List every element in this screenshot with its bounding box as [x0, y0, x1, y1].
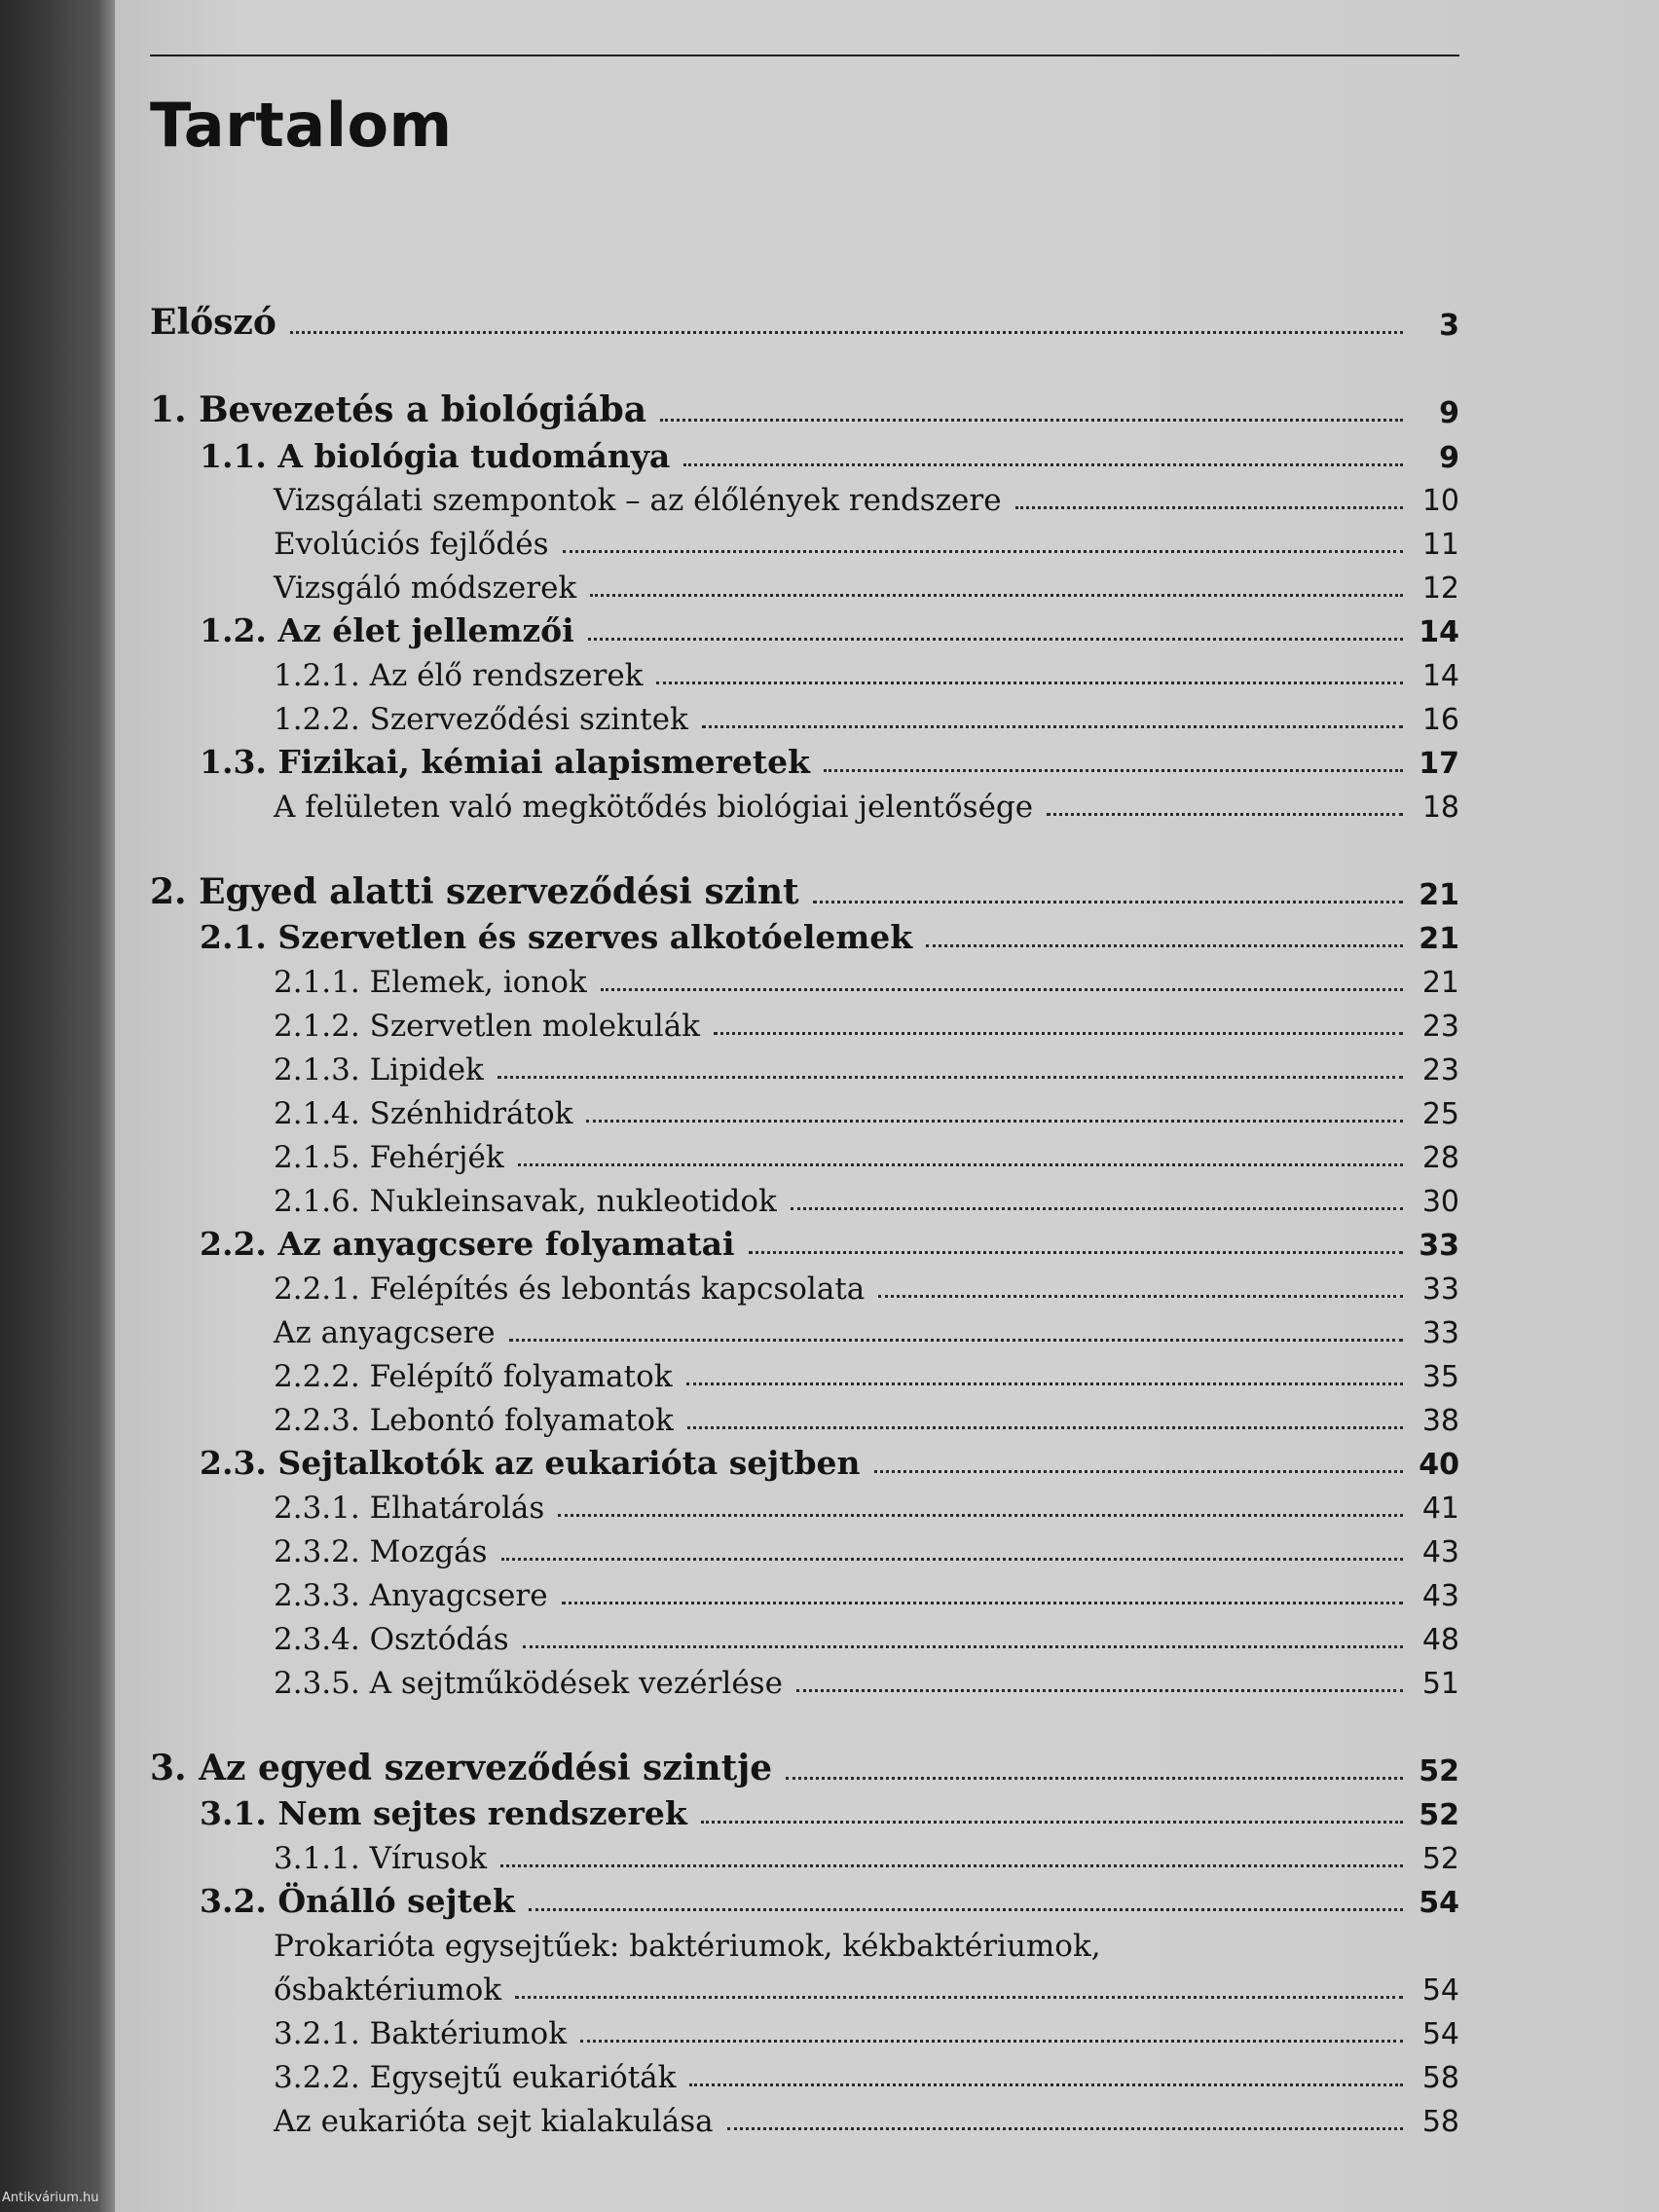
toc-entry-title: 2.2.3. Lebontó folyamatok [274, 1403, 674, 1438]
toc-entry-title: 3.1. Nem sejtes rendszerek [200, 1794, 687, 1832]
toc-entry [274, 1837, 1459, 1876]
toc-entry-page-number: 23 [1421, 1010, 1459, 1044]
dot-leader [563, 550, 1404, 553]
toc-entry [150, 391, 1459, 430]
toc-entry-title: Prokarióta egysejtűek: baktériumok, kékbaktériumok, [274, 1929, 1101, 1964]
toc-entry [150, 304, 1459, 343]
dot-leader [727, 2127, 1403, 2130]
toc-entry-title: 2.3.1. Elhatárolás [274, 1491, 545, 1526]
dot-leader [714, 1032, 1403, 1035]
toc-entry-title: 1.2. Az élet jellemzői [200, 611, 574, 649]
toc-entry-page-number: 41 [1421, 1492, 1459, 1526]
toc-entry [274, 1487, 1459, 1526]
toc-entry-title: 2.3. Sejtalkotók az eukarióta sejtben [200, 1444, 861, 1482]
dot-leader [1015, 506, 1403, 509]
dot-leader [562, 1602, 1403, 1604]
toc-entry-page-number: 33 [1419, 1229, 1459, 1263]
dot-leader [580, 2040, 1403, 2043]
toc-entry-title: 2.1.3. Lipidek [274, 1052, 484, 1088]
toc-entry [274, 1005, 1459, 1044]
dot-leader [590, 594, 1403, 597]
dot-leader [656, 682, 1403, 684]
toc-entry-page-number: 43 [1421, 1535, 1459, 1569]
book-spine-shadow [0, 0, 115, 2212]
toc-entry-page-number: 9 [1439, 441, 1459, 475]
toc-entry-title: 2.2.2. Felépítő folyamatok [274, 1359, 673, 1394]
toc-entry [274, 1574, 1459, 1613]
toc-entry-title: 1. Bevezetés a biológiába [150, 389, 647, 430]
dot-leader [878, 1295, 1403, 1298]
toc-entry [200, 742, 1459, 781]
toc-entry [200, 1881, 1459, 1920]
toc-entry [274, 654, 1459, 693]
toc-entry-title: Evolúciós fejlődés [274, 527, 549, 562]
toc-entry-title: 1.3. Fizikai, kémiai alapismeretek [200, 743, 810, 781]
toc-entry-title: 2.1.2. Szervetlen molekulák [274, 1009, 700, 1044]
toc-entry-page-number: 12 [1421, 571, 1459, 606]
toc-entry [274, 567, 1459, 606]
toc-entry-page-number: 10 [1421, 484, 1459, 518]
toc-entry [274, 1180, 1459, 1219]
dot-leader [683, 463, 1403, 466]
toc-entry [274, 1268, 1459, 1307]
toc-entry-title: 2. Egyed alatti szerveződési szint [150, 871, 799, 912]
toc-entry-page-number: 28 [1421, 1141, 1459, 1175]
toc-entry-page-number: 54 [1419, 1886, 1459, 1920]
toc-entry-page-number: 52 [1421, 1842, 1459, 1876]
toc-entry [200, 1793, 1459, 1832]
toc-entry-page-number: 38 [1421, 1404, 1459, 1438]
toc-entry [200, 917, 1459, 956]
dot-leader [518, 1163, 1403, 1166]
dot-leader [588, 638, 1403, 641]
toc-entry-page-number: 14 [1421, 659, 1459, 693]
toc-entry-title: Vizsgálati szempontok – az élőlények rendszere [274, 483, 1002, 518]
toc-entry [274, 523, 1459, 562]
toc-entry [274, 479, 1459, 518]
toc-entry-title: 2.3.2. Mozgás [274, 1534, 488, 1569]
toc-entry-title: 3.2. Önálló sejtek [200, 1882, 515, 1920]
toc-entry-title: Az eukarióta sejt kialakulása [274, 2104, 714, 2139]
dot-leader [660, 419, 1403, 422]
dot-leader [702, 725, 1403, 728]
dot-leader [498, 1076, 1403, 1079]
page-title: Tartalom [150, 90, 453, 161]
toc-entry-page-number: 58 [1421, 2105, 1459, 2139]
dot-leader [523, 1645, 1403, 1648]
toc-entry [274, 786, 1459, 825]
dot-leader [1047, 813, 1403, 816]
dot-leader [687, 1426, 1403, 1429]
toc-entry [200, 436, 1459, 475]
toc-entry-page-number: 9 [1439, 396, 1459, 430]
dot-leader [515, 1996, 1403, 1999]
toc-entry [274, 1355, 1459, 1394]
toc-entry-page-number: 30 [1421, 1185, 1459, 1219]
toc-entry-page-number: 52 [1419, 1754, 1459, 1788]
toc-entry-page-number: 18 [1421, 791, 1459, 825]
toc-entry-page-number: 21 [1421, 966, 1459, 1000]
toc-entry-title: 2.2.1. Felépítés és lebontás kapcsolata [274, 1272, 866, 1307]
toc-entry-title: 2.3.3. Anyagcsere [274, 1578, 548, 1613]
dot-leader [509, 1339, 1403, 1342]
toc-entry [274, 1399, 1459, 1438]
toc-entry-title: 2.3.4. Osztódás [274, 1622, 509, 1657]
toc-entry-page-number: 33 [1421, 1272, 1459, 1307]
toc-entry-page-number: 51 [1421, 1667, 1459, 1701]
toc-entry-page-number: 33 [1421, 1316, 1459, 1350]
toc-entry-title: ősbaktériumok [274, 1972, 502, 2008]
toc-entry-title: 1.2.2. Szerveződési szintek [274, 702, 688, 737]
toc-entry [274, 961, 1459, 1000]
dot-leader [601, 988, 1403, 991]
dot-leader [290, 331, 1403, 334]
toc-entry-title: 3.2.1. Baktériumok [274, 2016, 567, 2051]
toc-entry [274, 2012, 1459, 2051]
toc-entry-title: 2.2. Az anyagcsere folyamatai [200, 1225, 735, 1263]
dot-leader [689, 2083, 1403, 2086]
toc-entry-page-number: 54 [1421, 2017, 1459, 2051]
toc-entry-page-number: 40 [1419, 1448, 1459, 1482]
dot-leader [926, 944, 1403, 947]
toc-entry-title: 2.1.5. Fehérjék [274, 1140, 504, 1175]
toc-entry-page-number: 21 [1419, 922, 1459, 956]
dot-leader [558, 1514, 1403, 1517]
dot-leader [686, 1382, 1403, 1385]
toc-entry-page-number: 58 [1421, 2061, 1459, 2095]
toc-entry [274, 698, 1459, 737]
toc-entry-page-number: 54 [1421, 1973, 1459, 2008]
dot-leader [796, 1689, 1403, 1692]
toc-entry [274, 1618, 1459, 1657]
toc-entry-title: 3. Az egyed szerveződési szintje [150, 1748, 773, 1788]
toc-entry-page-number: 16 [1421, 703, 1459, 737]
toc-entry-page-number: 35 [1421, 1360, 1459, 1394]
dot-leader [786, 1777, 1403, 1780]
toc-entry-page-number: 52 [1419, 1798, 1459, 1832]
dot-leader [500, 1864, 1403, 1867]
toc-entry-title: 3.1.1. Vírusok [274, 1841, 488, 1876]
toc-entry-page-number: 21 [1419, 878, 1459, 912]
watermark-footer: Antikvárium.hu [2, 2191, 99, 2205]
toc-entry-page-number: 11 [1421, 528, 1459, 562]
dot-leader [501, 1558, 1403, 1561]
toc-entry [200, 610, 1459, 649]
toc-entry [200, 1443, 1459, 1482]
dot-leader [824, 769, 1403, 772]
toc-entry [274, 1925, 1459, 1964]
toc-entry-title: 2.1.4. Szénhidrátok [274, 1096, 573, 1131]
toc-entry-title: 3.2.2. Egysejtű eukarióták [274, 2060, 677, 2095]
dot-leader [701, 1821, 1403, 1824]
header-rule [150, 55, 1459, 56]
toc-entry-title: Az anyagcsere [274, 1315, 496, 1350]
toc-entry [274, 1969, 1459, 2008]
toc-entry [274, 1092, 1459, 1131]
toc-entry-title: 2.3.5. A sejtműködések vezérlése [274, 1666, 783, 1701]
toc-entry [274, 2100, 1459, 2139]
toc-entry [274, 1662, 1459, 1701]
toc-entry-page-number: 43 [1421, 1579, 1459, 1613]
dot-leader [529, 1908, 1403, 1911]
toc-entry-title: 2.1.6. Nukleinsavak, nukleotidok [274, 1184, 777, 1219]
toc-entry-page-number: 17 [1419, 747, 1459, 781]
toc-entry [274, 2056, 1459, 2095]
toc-entry-page-number: 25 [1421, 1097, 1459, 1131]
dot-leader [813, 901, 1403, 903]
toc-entry [274, 1136, 1459, 1175]
toc-entry [274, 1530, 1459, 1569]
dot-leader [791, 1207, 1403, 1210]
toc-entry-title: Vizsgáló módszerek [274, 571, 577, 606]
toc-entry-page-number: 48 [1421, 1623, 1459, 1657]
toc-entry-title: 2.1.1. Elemek, ionok [274, 965, 587, 1000]
toc-entry-title: 1.2.1. Az élő rendszerek [274, 658, 644, 693]
toc-entry [274, 1311, 1459, 1350]
toc-entry-page-number: 23 [1421, 1053, 1459, 1088]
toc-entry-page-number: 3 [1439, 309, 1459, 343]
toc-entry [274, 1049, 1459, 1088]
toc-entry [200, 1224, 1459, 1263]
toc-entry-title: A felületen való megkötődés biológiai jelentősége [274, 790, 1034, 825]
toc-entry-title: 2.1. Szervetlen és szerves alkotóelemek [200, 918, 913, 956]
toc-entry [150, 1750, 1459, 1788]
dot-leader [874, 1470, 1403, 1473]
toc-entry-page-number: 14 [1419, 615, 1459, 649]
toc-entry-title: Előszó [150, 302, 276, 343]
dot-leader [586, 1120, 1403, 1123]
toc-entry [150, 873, 1459, 912]
toc-entry-title: 1.1. A biológia tudománya [200, 437, 671, 475]
dot-leader [749, 1251, 1403, 1254]
